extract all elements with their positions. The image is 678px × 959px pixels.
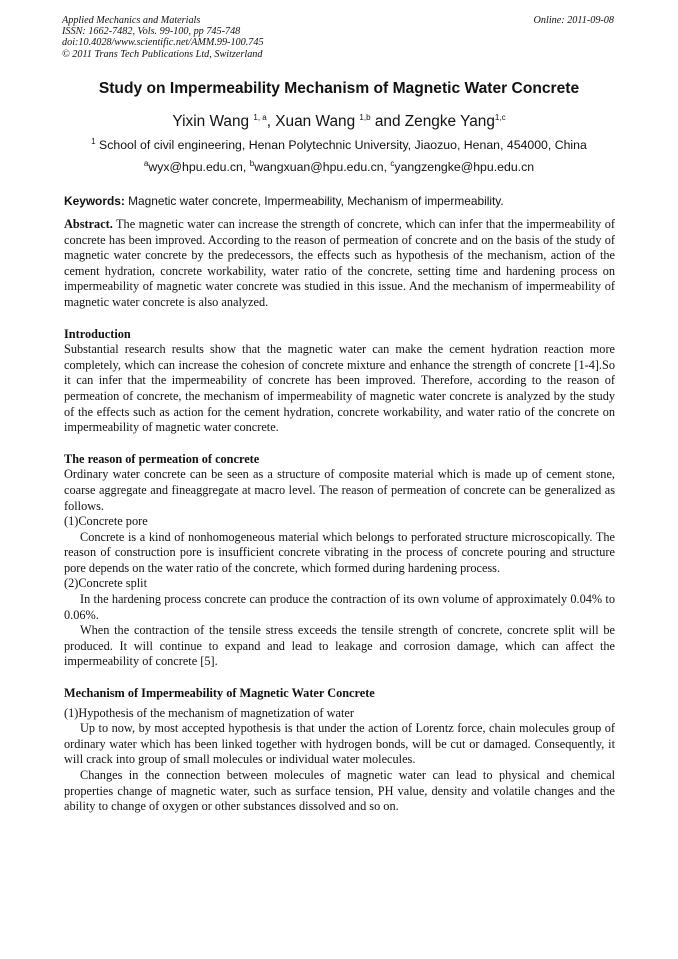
abstract-label: Abstract. [64,217,113,231]
author-superscript: 1,b [359,112,371,122]
concrete-split-paragraph: When the contraction of the tensile stress exceeds the tensile strength of concrete, concrete split will be produced. It will continue to expand and lead to leakage and corrosion damage, which can affect the impermeability of concrete [5]. [64,623,615,669]
email-address[interactable]: wyx@hpu.edu.cn, [148,160,250,174]
keywords-text: Magnetic water concrete, Impermeability, Mechanism of impermeability. [124,194,504,208]
concrete-pore-label: (1)Concrete pore [64,514,148,529]
keywords [64,194,615,208]
section-heading-introduction: Introduction [64,326,131,341]
concrete-split-label: (2)Concrete split [64,576,147,591]
introduction-paragraph: Substantial research results show that the magnetic water can make the cement hydration reaction more completely, which can increase the cohesion of concrete mixture and enhance the strength of concrete [1-4].So it can infer that the impermeability of concrete has been improved. Therefore, according to the reason of permeation of concrete, the mechanism of impermeability of magnetic water concrete is analyzed by the study of the effects such as action for the cement hydration, concrete workability, and water ratio of the concrete on impermeability of magnetic water concrete. [64,342,615,435]
issn-line: ISSN: 1662-7482, Vols. 99-100, pp 745-748 [62,26,241,38]
affiliation-superscript: 1 [91,136,96,146]
abstract [64,217,615,311]
author-superscript: 1, a [253,112,267,122]
author-separator: and [370,113,405,130]
author-name: Xuan Wang [275,113,356,130]
email-address[interactable]: wangxuan@hpu.edu.cn, [254,160,391,174]
affiliation [0,138,678,152]
author-name: Zengke Yang [404,113,495,130]
hypothesis-paragraph: Up to now, by most accepted hypothesis is that under the action of Lorentz force, chain molecules group of ordinary water which has been linked together with hydrogen bonds, will be cut or damaged. Consequently, it will crack into group of small molecules or individual water molecules. [64,721,615,767]
author-list [0,113,678,131]
abstract-text: The magnetic water can increase the strength of concrete, which can infer that the impermeability of concrete has been improved. According to the reason of permeation of concrete and on the basis of the study of magnetic water concrete by the predecessors, the effects such as hypothesis of the mechanism, action of the cement hydration, concrete workability, water ratio of the concrete, setting time and hardening process on impermeability of magnetic water concrete was studied in this issue. And the mechanism of impermeability of magnetic water concrete is also analyzed. [64,217,615,309]
author-name: Yixin Wang [172,113,250,130]
journal-name: Applied Mechanics and Materials [62,15,201,26]
section-heading-mechanism: Mechanism of Impermeability of Magnetic Water Concrete [64,686,375,701]
hypothesis-label: (1)Hypothesis of the mechanism of magnetization of water [64,705,354,720]
reason-paragraph: Ordinary water concrete can be seen as a structure of composite material which is made up of cement stone, coarse aggregate and fineaggregate at macro level. The reason of permeation of concrete can be generalized as follows. [64,467,615,513]
online-date: Online: 2011-09-08 [533,15,614,26]
email-superscript: b [249,158,255,168]
email-superscript: a [143,158,149,168]
keywords-label: Keywords: [64,194,125,208]
concrete-split-paragraph: In the hardening process concrete can produce the contraction of its own volume of approximately 0.04% to 0.06%. [64,592,615,622]
paper-title: Study on Impermeability Mechanism of Magnetic Water Concrete [98,80,580,97]
section-heading-reason: The reason of permeation of concrete [64,451,260,466]
author-superscript: 1,c [494,112,506,122]
email-list [0,160,678,174]
email-address[interactable]: yangzengke@hpu.edu.cn [394,160,535,174]
author-separator: , [266,113,276,130]
doi-line: doi:10.4028/www.scientific.net/AMM.99-100.745 [62,37,264,49]
affiliation-text: School of civil engineering, Henan Polytechnic University, Jiaozuo, Henan, 454000, China [95,138,587,152]
email-superscript: c [390,158,395,168]
concrete-pore-paragraph: Concrete is a kind of nonhomogeneous material which belongs to perforated structure microscopically. The reason of construction pore is insufficient concrete vibrating in the process of concrete pouring and structure pore depends on the water ratio of the concrete, which formed during hardening process. [64,529,615,575]
paper-body [64,217,615,815]
running-header [62,15,614,60]
hypothesis-paragraph: Changes in the connection between molecules of magnetic water can lead to physical and chemical properties change of magnetic water, such as surface tension, PH value, density and volatile changes and the ability to change of oxygen or other substances dissolved and so on. [64,768,615,814]
copyright-line: © 2011 Trans Tech Publications Ltd, Switzerland [62,48,263,60]
